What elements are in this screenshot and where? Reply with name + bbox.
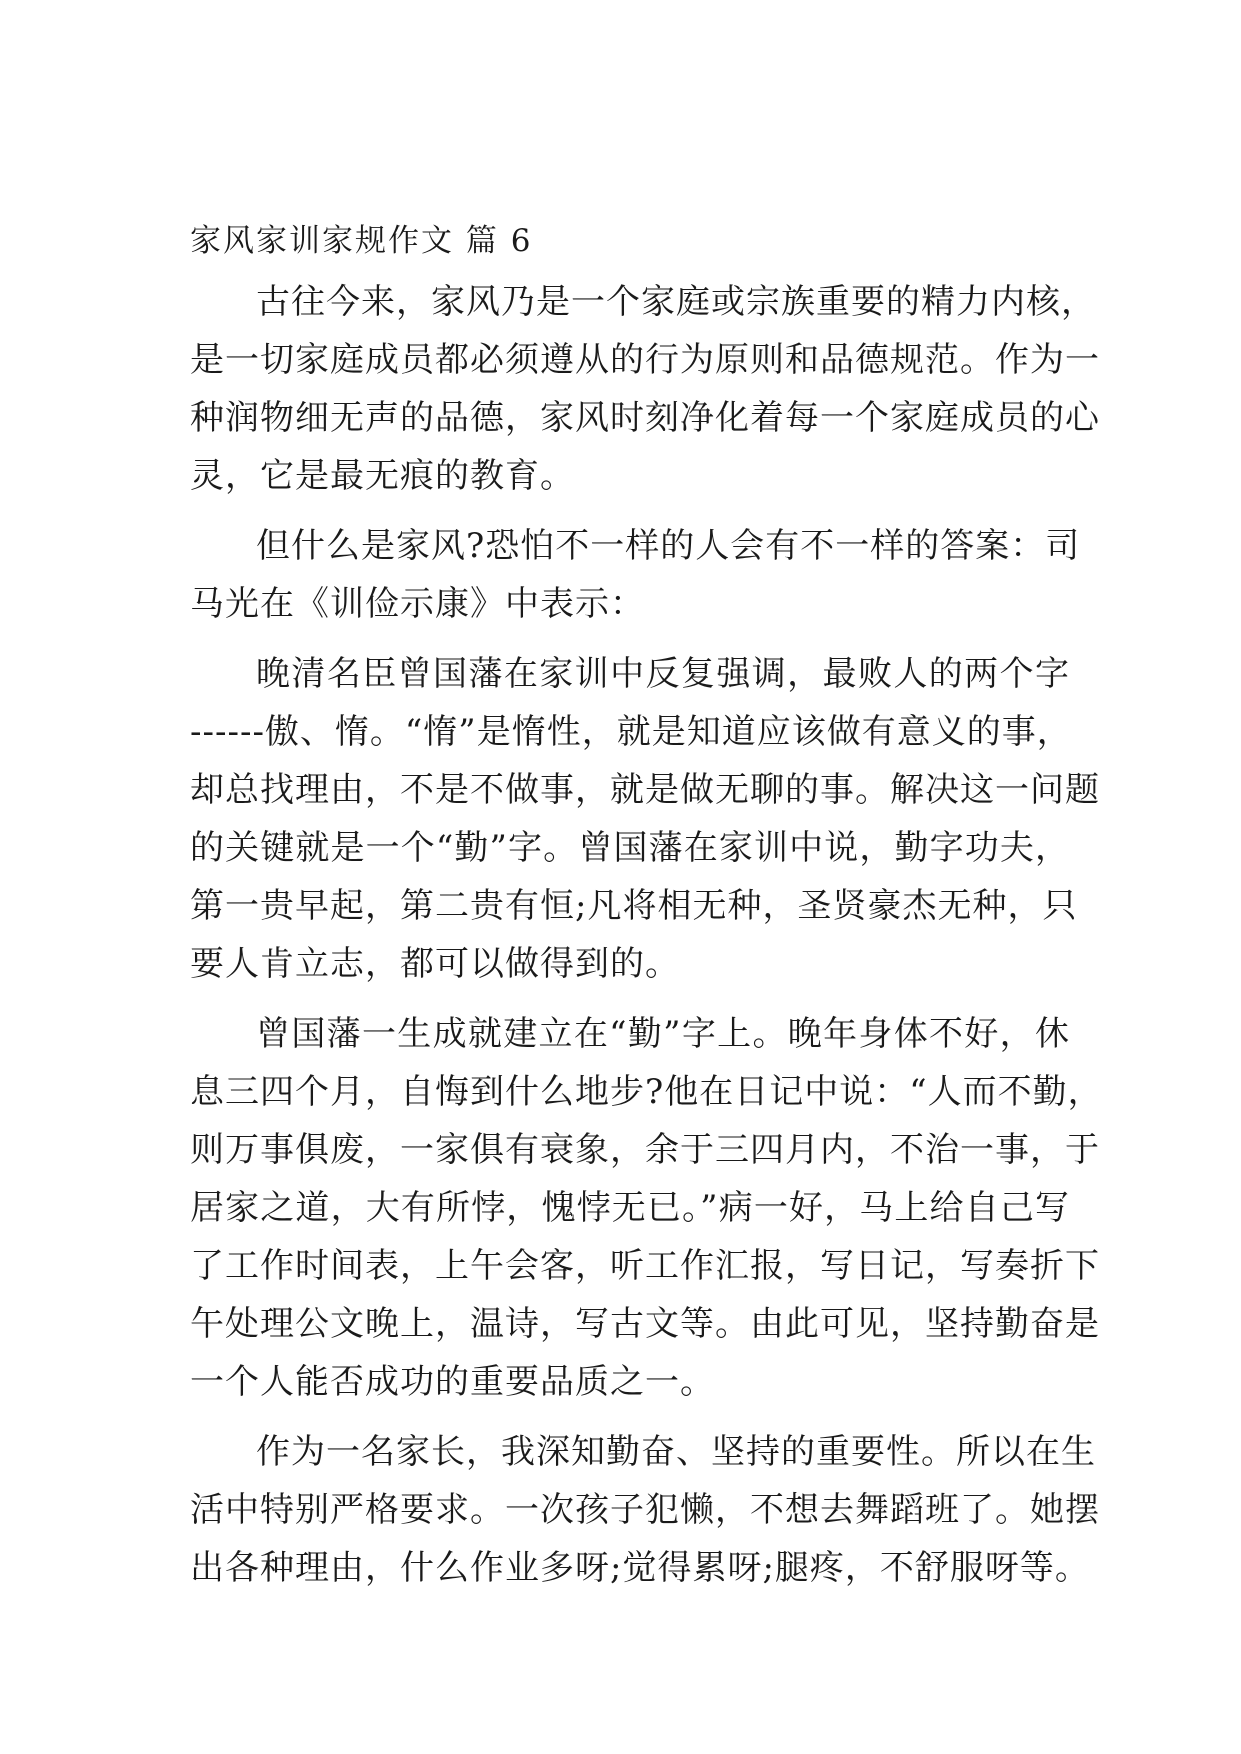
paragraph-line: 种润物细无声的品德，家风时刻净化着每一个家庭成员的心 bbox=[190, 398, 1100, 438]
paragraph-line: 一个人能否成功的重要品质之一。 bbox=[190, 1362, 715, 1402]
paragraph-line: 曾国藩一生成就建立在“勤”字上。晚年身体不好，休 bbox=[256, 1014, 1070, 1054]
paragraph-line: 第一贵早起，第二贵有恒;凡将相无种，圣贤豪杰无种，只 bbox=[190, 886, 1078, 926]
paragraph-line: 活中特别严格要求。一次孩子犯懒，不想去舞蹈班了。她摆 bbox=[190, 1490, 1100, 1530]
document-title: 家风家训家规作文 篇 6 bbox=[190, 223, 533, 259]
paragraph-line: 古往今来，家风乃是一个家庭或宗族重要的精力内核， bbox=[256, 282, 1096, 322]
document-body bbox=[190, 221, 1103, 1609]
paragraph-line: 息三四个月，自悔到什么地步?他在日记中说：“人而不勤， bbox=[190, 1072, 1103, 1112]
paragraph-line: 马光在《训俭示康》中表示： bbox=[190, 584, 645, 624]
paragraph-line: 的关键就是一个“勤”字。曾国藩在家训中说，勤字功夫， bbox=[190, 828, 1070, 868]
paragraph-line: 居家之道，大有所悖，愧悖无已。”病一好，马上给自己写 bbox=[190, 1188, 1070, 1228]
paragraph-line: 则万事俱废，一家俱有衰象，余于三四月内，不治一事，于 bbox=[190, 1130, 1100, 1170]
paragraph-line: 作为一名家长，我深知勤奋、坚持的重要性。所以在生 bbox=[256, 1432, 1096, 1472]
paragraph-line: 午处理公文晚上，温诗，写古文等。由此可见，坚持勤奋是 bbox=[190, 1304, 1100, 1344]
paragraph-1 bbox=[190, 273, 1100, 505]
paragraph-line: 是一切家庭成员都必须遵从的行为原则和品德规范。作为一 bbox=[190, 340, 1100, 380]
paragraph-line: 了工作时间表，上午会客，听工作汇报，写日记，写奏折下 bbox=[190, 1246, 1100, 1286]
paragraph-3 bbox=[190, 645, 1100, 993]
paragraph-line: 要人肯立志，都可以做得到的。 bbox=[190, 944, 680, 984]
paragraph-line: ------傲、惰。“惰”是惰性，就是知道应该做有意义的事， bbox=[190, 712, 1072, 752]
paragraph-line: 但什么是家风?恐怕不一样的人会有不一样的答案：司 bbox=[256, 526, 1081, 566]
paragraph-line: 晚清名臣曾国藩在家训中反复强调，最败人的两个字 bbox=[256, 654, 1070, 694]
paragraph-4 bbox=[190, 1005, 1103, 1411]
paragraph-line: 出各种理由，什么作业多呀;觉得累呀;腿疼，不舒服呀等。 bbox=[190, 1548, 1090, 1588]
paragraph-line: 却总找理由，不是不做事，就是做无聊的事。解决这一问题 bbox=[190, 770, 1100, 810]
paragraph-line: 灵，它是最无痕的教育。 bbox=[190, 456, 575, 496]
paragraph-2 bbox=[190, 517, 1081, 633]
paragraph-5 bbox=[190, 1423, 1100, 1597]
